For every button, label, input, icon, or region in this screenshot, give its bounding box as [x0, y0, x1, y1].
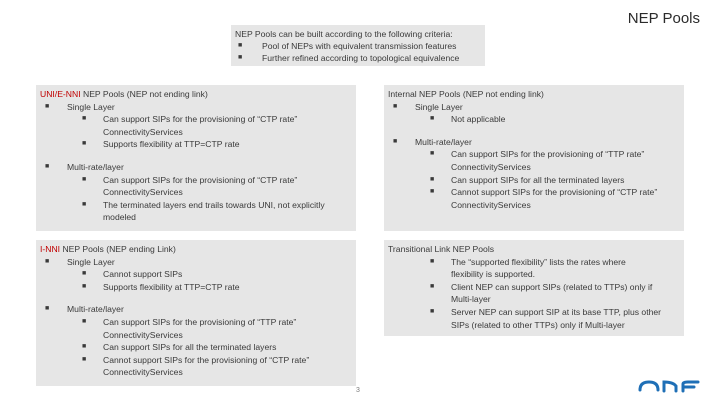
page-number: 3 — [356, 387, 360, 394]
bullet-icon: ■ — [238, 54, 243, 61]
list-item: ■ Multi-rate/layer — [45, 304, 124, 315]
list-item-continued: modeled — [103, 212, 136, 223]
list-item-continued: ConnectivityServices — [103, 367, 183, 378]
bullet-icon: ■ — [430, 175, 435, 183]
inni-heading: I-NNI NEP Pools (NEP ending Link) — [40, 244, 176, 254]
uni-enni-box — [36, 85, 356, 231]
bullet-icon: ■ — [82, 140, 87, 148]
bullet-icon: ■ — [82, 343, 87, 351]
list-item: ■ Can support SIPs for all the terminated layers — [430, 174, 625, 185]
list-item: ■ Can support SIPs for the provisioning of “CTP rate” — [82, 114, 298, 125]
bullet-icon: ■ — [238, 42, 243, 49]
bullet-icon: ■ — [45, 257, 50, 265]
bullet-icon: ■ — [82, 175, 87, 183]
list-item: ■ Cannot support SIPs — [82, 269, 183, 280]
list-item: ■ Multi-rate/layer — [45, 161, 124, 172]
list-item: ■ Can support SIPs for the provisioning of “CTP rate” — [82, 174, 298, 185]
list-item: ■ Cannot support SIPs for the provisioning of “CTP rate” — [82, 354, 310, 365]
list-item-continued: ConnectivityServices — [451, 199, 531, 210]
bullet-icon: ■ — [430, 257, 435, 265]
list-item-continued: SIPs (related to other TTPs) only if Multi-layer — [451, 319, 625, 330]
list-item: ■ Multi-rate/layer — [393, 136, 472, 147]
list-item: ■ Single Layer — [45, 101, 115, 112]
bullet-icon: ■ — [45, 102, 50, 110]
list-item-continued: ConnectivityServices — [103, 329, 183, 340]
uni-enni-heading: UNI/E-NNI NEP Pools (NEP not ending link) — [40, 89, 208, 99]
list-item-continued: ConnectivityServices — [103, 126, 183, 137]
list-item-continued: flexibility is supported. — [451, 269, 536, 280]
onf-logo — [636, 374, 708, 401]
criteria-item: ■ Further refined according to topological equivalence — [238, 53, 460, 63]
list-item-continued: ConnectivityServices — [451, 161, 531, 172]
list-item: ■ Supports flexibility at TTP=CTP rate — [82, 139, 240, 150]
bullet-icon: ■ — [82, 200, 87, 208]
list-item: ■ Can support SIPs for the provisioning of “TTP rate” — [82, 316, 297, 327]
bullet-icon: ■ — [45, 162, 50, 170]
bullet-icon: ■ — [82, 355, 87, 363]
list-item: ■ Server NEP can support SIP at its base TTP, plus other — [430, 306, 662, 317]
list-item: ■ Not applicable — [430, 114, 506, 125]
internal-box — [384, 85, 684, 231]
list-item: ■ Cannot support SIPs for the provisioning of “CTP rate” — [430, 187, 658, 198]
inni-box — [36, 240, 356, 386]
criteria-intro: NEP Pools can be built according to the following criteria: — [235, 29, 453, 39]
bullet-icon: ■ — [45, 305, 50, 313]
bullet-icon: ■ — [82, 270, 87, 278]
list-item: ■ Single Layer — [45, 256, 115, 267]
page-title: NEP Pools — [627, 10, 700, 27]
list-item: ■ Client NEP can support SIPs (related to TTPs) only if — [430, 281, 653, 292]
bullet-icon: ■ — [430, 282, 435, 290]
list-item: ■ The “supported flexibility” lists the rates where — [430, 256, 626, 267]
bullet-icon: ■ — [393, 102, 398, 110]
list-item: ■ Can support SIPs for all the terminated layers — [82, 342, 277, 353]
bullet-icon: ■ — [430, 115, 435, 123]
bullet-icon: ■ — [82, 317, 87, 325]
bullet-icon: ■ — [430, 307, 435, 315]
list-item-continued: Multi-layer — [451, 294, 491, 305]
transitional-heading: Transitional Link NEP Pools — [388, 244, 495, 254]
bullet-icon: ■ — [393, 137, 398, 145]
internal-heading: Internal NEP Pools (NEP not ending link) — [388, 89, 544, 99]
bullet-icon: ■ — [430, 188, 435, 196]
list-item: ■ Can support SIPs for the provisioning of “TTP rate” — [430, 149, 645, 160]
list-item-continued: ConnectivityServices — [103, 187, 183, 198]
list-item: ■ Single Layer — [393, 101, 463, 112]
bullet-icon: ■ — [430, 150, 435, 158]
bullet-icon: ■ — [82, 115, 87, 123]
list-item: ■ Supports flexibility at TTP=CTP rate — [82, 281, 240, 292]
bullet-icon: ■ — [82, 282, 87, 290]
list-item: ■ The terminated layers end trails towards UNI, not explicitly — [82, 199, 325, 210]
criteria-box — [231, 25, 485, 66]
transitional-box — [384, 240, 684, 336]
criteria-item: ■ Pool of NEPs with equivalent transmission features — [238, 41, 457, 51]
onf-logo-icon — [636, 374, 708, 396]
